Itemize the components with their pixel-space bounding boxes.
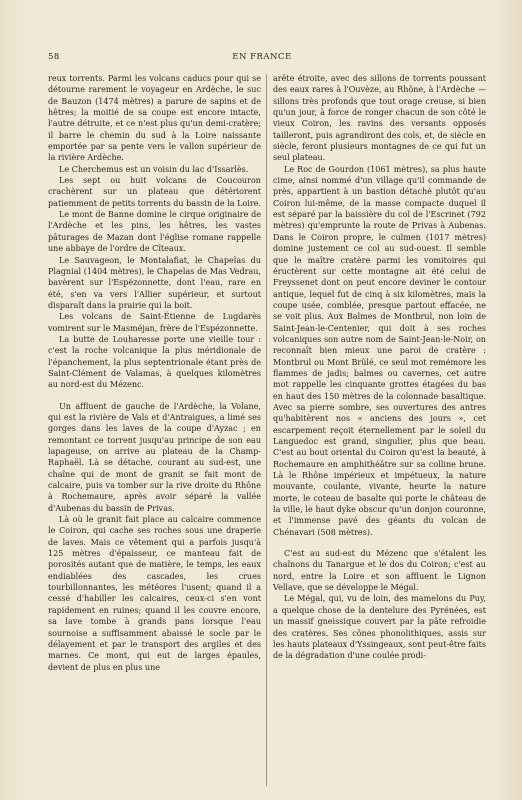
paragraph: Un affluent de gauche de l'Ardèche, la Volane, qui est la rivière de Vals et d'Antraigues, a limé ses gorges dans les laves de la coupe d'Ayzac ; en remontant ce torrent jusqu'au principe de son eau lapageuse, on arrive au plateau de la Champ-Raphaël. Là se détache, courant au sud-est, une chaîne qui de mont de granit se fait mont de calcaire, puis va tomber sur la rive droite du Rhône à Rochemaure, après avoir séparé la vallée d'Aubenas du bassin de Privas. [48, 401, 261, 513]
paragraph: La butte de Louharesse porte une vieille tour : c'est la roche volcanique la plus méridionale de l'épanchement, la plus septentrionale étant près de Saint-Clément de Valamas, à quelques kilomètres au nord-est du Mézenc. [48, 334, 261, 390]
page-number: 58 [48, 52, 60, 62]
paragraph: Le Mégal, qui, vu de loin, des mamelons du Puy, a quelque chose de la dentelure des Pyrénées, est un massif gneissique couvert par la pâte refroidie des cratères. Ses cônes phonolithiques, assis sur les hauts plateaux d'Yssingeaux, sont peut-être faits de la dégradation d'une coulée prodi- [273, 594, 486, 661]
paragraph: Le mont de Banne domine le cirque originaire de l'Ardèche et les pins, les hêtres, les vastes pâturages de Mazan dont l'église romane rappelle une abbaye de l'ordre de Cîteaux. [48, 210, 261, 254]
right-column [273, 73, 486, 662]
paragraph: Les sept ou huit volcans de Coucouron crachèrent sur un plateau que détériorent patiemment de petits torrents du bassin de la Loire. [48, 176, 262, 208]
running-title: EN FRANCE [232, 52, 292, 62]
paragraph: C'est au sud-est du Mézenc que s'étalent les chaînons du Tanargue et le dos du Coiron; c'est au nord, entre la Loire et son affluent le Lignon Vellave, que se développe le Mégal. [273, 549, 486, 593]
paragraph: Les volcans de Saint-Étienne de Lugdarès vomirent sur le Masméjan, frère de l'Espézonnette. [48, 312, 261, 333]
column-divider [266, 74, 267, 786]
paragraph: Là où le granit fait place au calcaire commence le Coiron, qui cache ses roches sous une draperie de laves. Mais ce vêtement qui a parfois jusqu'à 125 mètres d'épaisseur, ce manteau fait de porosités autant que de matière, le temps, les eaux endiablées des cascades, les crues tourbillonnantes, les météores l'usent; quand il a cessé d'habiller les calcaires, ceux-ci s'en vont rapidement en ruines; quand il les couvre encore, sa lave tombe à grands pans lorsque l'eau sournoise a suffisamment abaissé le socle par le délayement et par le transport des argiles et des marnes. Ce mont, qui eut de larges épaules, devient de plus en plus une [48, 515, 261, 672]
paragraph: reux torrents. Parmi les volcans caducs pour qui se détourne rarement le voyageur en Ardèche, le suc de Bauzon (1474 mètres) a parure de sapins et de hêtres; la moitié de sa coupe est encore intacte, l'autre détruite, et ce n'est plus qu'un demi-cratère; il barre le chemin du sud à la Loire naissante emportée par sa pente vers le vallon supérieur de la rivière Ardèche. [48, 74, 261, 163]
paragraph: Le Cherchemus est un voisin du lac d'Issarlès. [59, 164, 249, 174]
paragraph: Le Roc de Gourdon (1061 mètres), sa plus haute cime, ainsi nommé d'un village qu'il commande de près, appartient à un bastion détaché plutôt qu'au Coiron lui-même, de la masse compacte duquel il est séparé par la baissière du col de l'Escrinet (792 mètres) qu'emprunte la route de Privas à Aubenas. Dans le Coiron propre, le culmen (1017 mètres) domine justement ce col au sud-ouest. Il semble que le maître cratère parmi les vomitoires qui éructèrent sur cette montagne ait été celui de Freyssenet dont on peut encore deviner le contour antique, lequel fut de cinq à six kilomètres, mais la coupe usée, comblée, presque partout effacée, ne se voit plus. Aux Balmes de Montbrul, non loin de Saint-Jean-le-Centenier, qui doit à ses roches volcaniques son autre nom de Saint-Jean-le-Noir, on reconnaît bien mieux une paroi de cratère : Montbrul ou Mont Brûlé, ce seul mot remémore les flammes de jadis; balmes ou cavernes, cet autre mot rappelle les cinquante grottes étagées du bas en haut des 150 mètres de la colonnade basaltique. Avec sa pierre sombre, ses ouvertures des antres qu'habitèrent nos « anciens des jours », cet escarpement reçoit éternellement par le soleil du Languedoc est grand, singulier, plus que beau. C'est au bout oriental du Coiron qu'est la beauté, à Rochemaure en amphithéâtre sur sa colline brune. Là le Rhône impérieux et impétueux, la nature mouvante, coulante, vivante, heurte la nature morte, le coteau de basalte qui porte le château de la ville, le haut dyke obscur qu'un donjon couronne, et l'immense pavé des géants du volcan de Chénavari (508 mètres). [273, 164, 486, 537]
left-column [48, 73, 261, 673]
paragraph: Le Sauvageon, le Montalafiat, le Chapelas du Plagnial (1404 mètres), le Chapelas de Mas Vedrau, bavèrent sur l'Espézonnette, dont l'eau, rare en été, s'en va vers l'Allier supérieur, et surtout disparaît dans la prairie qui la boit. [48, 255, 261, 310]
paragraph: arête étroite, avec des sillons de torrents poussant des eaux rares à l'Ouvèze, au Rhône, à l'Ardèche — sillons très profonds que tout orage creuse, si bien qu'un jour, à force de ronger chacun de son côté le vieux Coiron, les ravins des versants opposés tailleront, puis agrandiront des cols, et, de siècle en siècle, feront plusieurs montagnes de ce qui fut un seul plateau. [273, 74, 486, 163]
running-head [48, 52, 476, 66]
